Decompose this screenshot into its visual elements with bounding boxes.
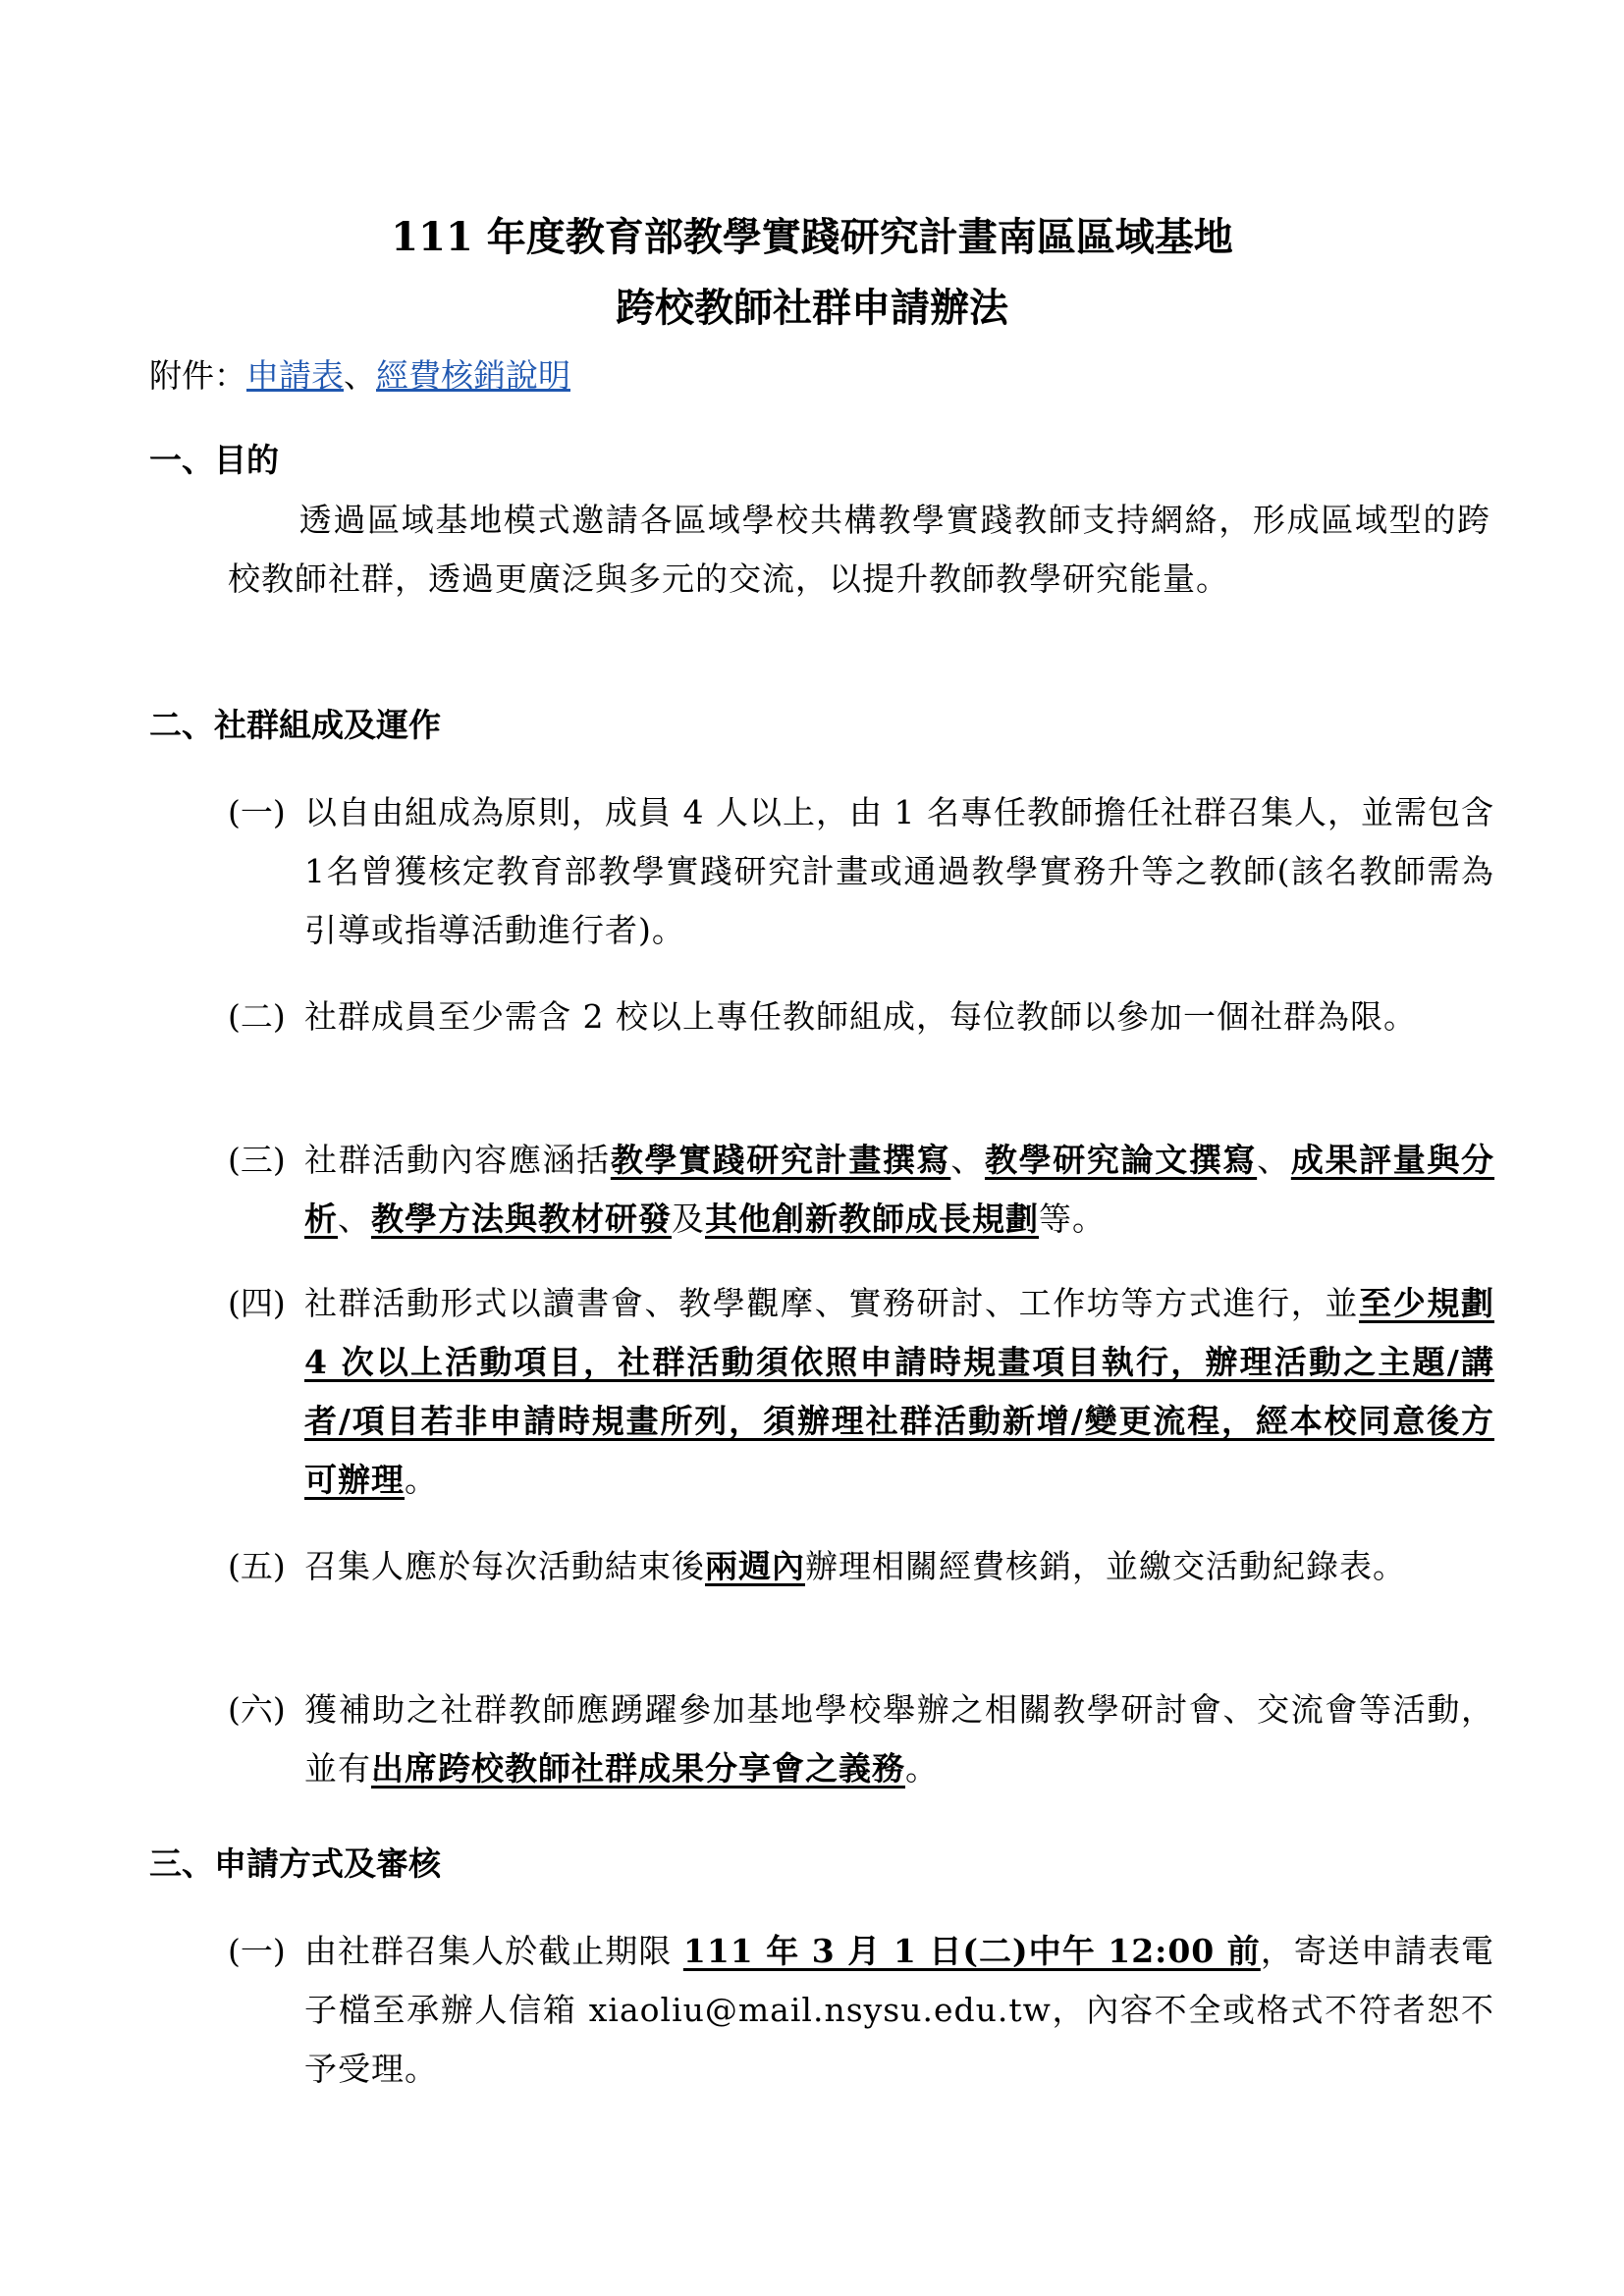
- item-text: 社群活動形式以讀書會、教學觀摩、實務研討、工作坊等方式進行，並至少規劃 4 次以上活動項目，社群活動須依照申請時規畫項目執行，辦理活動之主題/講者/項目若非申請時規畫所列，須辦理社群活動新增/變更流程，經本校同意後方可辦理。: [304, 1284, 1495, 1499]
- document-title-line1: 111 年度教育部教學實踐研究計畫南區區域基地: [391, 214, 1233, 260]
- section3-heading: 三、申請方式及審核: [149, 1844, 441, 1883]
- section2-item3: [228, 1131, 1494, 1249]
- deadline-text: 111 年 3 月 1 日(二)中午 12:00 前: [682, 1932, 1261, 1970]
- funding-reimbursement-link[interactable]: 經費核銷說明: [376, 356, 570, 395]
- attachment-separator: 、: [344, 356, 376, 395]
- section1-body: 透過區域基地模式邀請各區域學校共構教學實踐教師支持網絡，形成區域型的跨校教師社群，透過更廣泛與多元的交流，以提升教師教學研究能量。: [228, 501, 1490, 598]
- item-text: 以自由組成為原則，成員 4 人以上，由 1 名專任教師擔任社群召集人，並需包含1名曾獲核定教育部教學實踐研究計畫或通過教學實務升等之教師(該名教師需為引導或指導活動進行者)。: [304, 793, 1494, 949]
- item-text: 社群成員至少需含 2 校以上專任教師組成，每位教師以參加一個社群為限。: [304, 997, 1417, 1036]
- emphasis-text: 其他創新教師成長規劃: [705, 1200, 1039, 1238]
- document-title-line2: 跨校教師社群申請辦法: [616, 285, 1008, 331]
- item-number: (四): [228, 1284, 286, 1322]
- emphasis-text: 教學研究論文撰寫: [984, 1141, 1258, 1179]
- emphasis-text: 兩週內: [705, 1547, 805, 1585]
- item-text: 由社群召集人於截止期限 111 年 3 月 1 日(二)中午 12:00 前，寄送申請表電子檔至承辦人信箱 xiaoliu@mail.nsysu.edu.tw，內容不全或格式不符者恕不予受理。: [304, 1932, 1495, 2088]
- section2-item1: [228, 783, 1494, 960]
- section2-item5: [228, 1537, 1494, 1596]
- item-number: (六): [228, 1690, 286, 1729]
- item-text: 獲補助之社群教師應踴躍參加基地學校舉辦之相關教學研討會、交流會等活動，並有出席跨校教師社群成果分享會之義務。: [304, 1690, 1494, 1788]
- emphasis-text: 出席跨校教師社群成果分享會之義務: [371, 1749, 905, 1788]
- item-number: (二): [228, 997, 286, 1036]
- section2-item2: [228, 988, 1494, 1046]
- section3-item1: [228, 1922, 1494, 2099]
- emphasis-text: 成果評量與分析: [304, 1141, 1495, 1238]
- section2-item6: [228, 1681, 1494, 1798]
- item-text: 社群活動內容應涵括教學實踐研究計畫撰寫、教學研究論文撰寫、成果評量與分析、教學方法與教材研發及其他創新教師成長規劃等。: [304, 1141, 1495, 1238]
- emphasis-text: 教學方法與教材研發: [371, 1200, 672, 1238]
- section2-item4: [228, 1274, 1494, 1510]
- item-number: (一): [228, 1932, 286, 1970]
- section1-heading: 一、目的: [149, 441, 279, 479]
- attachment-line: [149, 351, 570, 400]
- item-number: (三): [228, 1141, 286, 1179]
- emphasis-text: 至少規劃 4 次以上活動項目，社群活動須依照申請時規畫項目執行，辦理活動之主題/講者/項目若非申請時規畫所列，須辦理社群活動新增/變更流程，經本校同意後方可辦理: [304, 1284, 1495, 1499]
- attachment-prefix: 附件：: [149, 356, 246, 395]
- emphasis-text: 教學實踐研究計畫撰寫: [610, 1141, 951, 1179]
- section2-heading: 二、社群組成及運作: [149, 706, 441, 744]
- item-number: (一): [228, 793, 286, 831]
- item-text: 召集人應於每次活動結束後兩週內辦理相關經費核銷，並繳交活動紀錄表。: [304, 1547, 1406, 1585]
- item-number: (五): [228, 1547, 286, 1585]
- application-form-link[interactable]: 申請表: [246, 356, 344, 395]
